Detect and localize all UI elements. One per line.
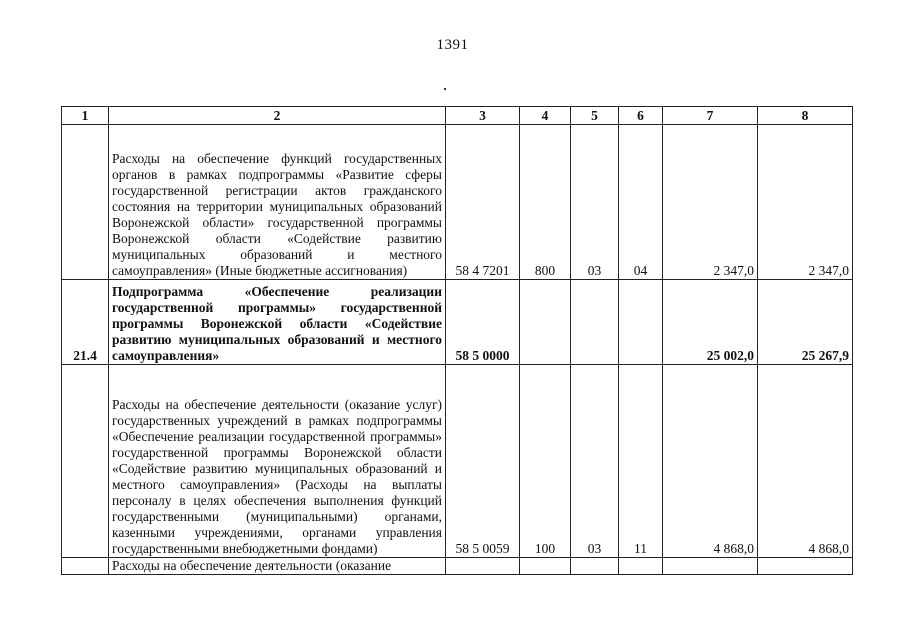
row-target-article: 58 5 0000 — [446, 280, 520, 365]
header-cell-7: 7 — [663, 107, 758, 125]
header-cell-8: 8 — [758, 107, 853, 125]
row-target-article: 58 4 7201 — [446, 125, 520, 280]
row-amount-col7: 25 002,0 — [663, 280, 758, 365]
page-number: 1391 — [436, 37, 469, 53]
row-section: 03 — [571, 125, 619, 280]
row-expense-type: 800 — [520, 125, 571, 280]
row-amount-col7: 4 868,0 — [663, 365, 758, 558]
row-amount-col8: 25 267,9 — [758, 280, 853, 365]
header-row — [62, 107, 853, 125]
row-subsection: 11 — [619, 365, 663, 558]
header-cell-5: 5 — [571, 107, 619, 125]
row-expense-type — [520, 280, 571, 365]
header-cell-6: 6 — [619, 107, 663, 125]
row-description: Расходы на обеспечение деятельности (оказание — [109, 558, 446, 575]
row-amount-col8: 2 347,0 — [758, 125, 853, 280]
row-subsection — [619, 558, 663, 575]
row-number — [62, 125, 109, 280]
table-row — [62, 558, 853, 575]
row-target-article: 58 5 0059 — [446, 365, 520, 558]
row-subsection — [619, 280, 663, 365]
header-cell-4: 4 — [520, 107, 571, 125]
row-number — [62, 365, 109, 558]
row-number — [62, 558, 109, 575]
row-section — [571, 280, 619, 365]
header-cell-2: 2 — [109, 107, 446, 125]
scan-speck — [444, 88, 446, 90]
table-row — [62, 280, 853, 365]
row-subsection: 04 — [619, 125, 663, 280]
row-amount-col7 — [663, 558, 758, 575]
budget-table — [61, 106, 853, 575]
row-number: 21.4 — [62, 280, 109, 365]
row-amount-col7: 2 347,0 — [663, 125, 758, 280]
row-description: Расходы на обеспечение функций государственных органов в рамках подпрограммы «Развитие сферы государственной регистрации актов гражданского состояния на территории муниципальных образований Воронежской области» государственной программы Воронежской области «Содействие развитию муниципальных образований и местного самоуправления» (Иные бюджетные ассигнования) — [109, 125, 446, 280]
row-section — [571, 558, 619, 575]
row-expense-type — [520, 558, 571, 575]
row-description: Расходы на обеспечение деятельности (оказание услуг) государственных учреждений в рамках подпрограммы «Обеспечение реализации государственной программы» государственной программы Воронежской области «Содействие развитию муниципальных образований и местного самоуправления» (Расходы на выплаты персоналу в целях обеспечения выполнения функций государственными (муниципальными) органами, казенными учреждениями, органами управления государственными внебюджетными фондами) — [109, 365, 446, 558]
header-cell-3: 3 — [446, 107, 520, 125]
row-description: Подпрограмма «Обеспечение реализации государственной программы» государственной программы Воронежской области «Содействие развитию муниципальных образований и местного самоуправления» — [109, 280, 446, 365]
table-row — [62, 365, 853, 558]
header-cell-1: 1 — [62, 107, 109, 125]
row-section: 03 — [571, 365, 619, 558]
row-target-article — [446, 558, 520, 575]
row-amount-col8 — [758, 558, 853, 575]
row-amount-col8: 4 868,0 — [758, 365, 853, 558]
row-expense-type: 100 — [520, 365, 571, 558]
table-row — [62, 125, 853, 280]
